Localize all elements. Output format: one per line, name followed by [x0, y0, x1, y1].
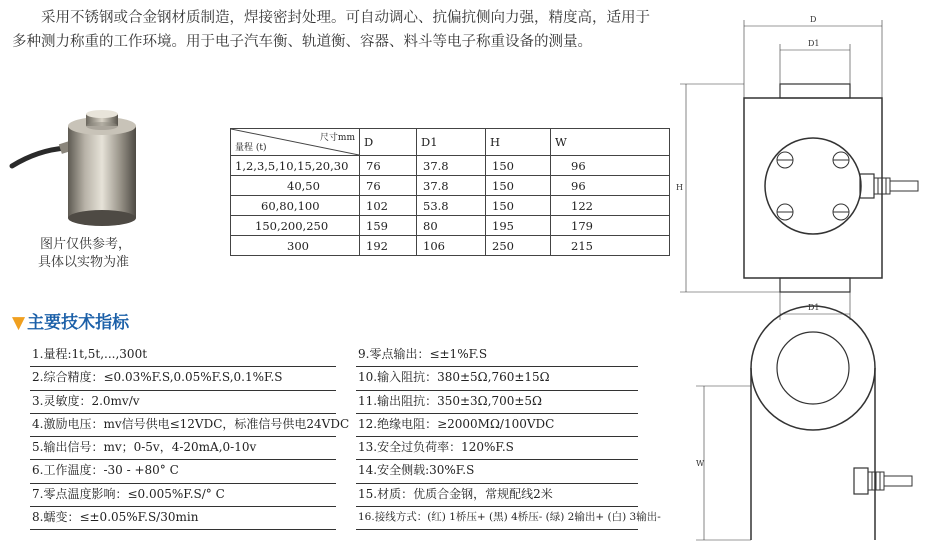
- cell-d1: 37.8: [417, 176, 486, 196]
- spec-item: 8.蠕变：≤±0.05%F.S/30min: [30, 507, 336, 530]
- col-header-h: H: [486, 129, 551, 156]
- cell-d1: 106: [417, 236, 486, 256]
- dim-label-d1-bottom: D1: [808, 303, 820, 312]
- header-diagonal-cell: [231, 129, 360, 156]
- cell-h: 195: [486, 216, 551, 236]
- spec-item: 2.综合精度：≤0.03%F.S,0.05%F.S,0.1%F.S: [30, 367, 336, 390]
- cell-w: 179: [551, 216, 670, 236]
- cell-capacity: 1,2,3,5,10,15,20,30: [231, 156, 360, 176]
- spec-item: 4.激励电压：mv信号供电≤12VDC，标准信号供电24VDC: [30, 414, 336, 437]
- cell-w: 122: [551, 196, 670, 216]
- cell-d1: 37.8: [417, 156, 486, 176]
- col-header-d1: D1: [417, 129, 486, 156]
- col-header-d: D: [360, 129, 417, 156]
- table-row: [231, 176, 670, 196]
- triangle-down-icon: ▼: [12, 313, 26, 333]
- spec-item: 5.输出信号：mv；0-5v，4-20mA,0-10v: [30, 437, 336, 460]
- dim-label-h: H: [676, 183, 683, 192]
- load-cell-drawing: [660, 0, 928, 548]
- cell-w: 96: [551, 176, 670, 196]
- col-header-w: W: [551, 129, 670, 156]
- specs-left-column: [30, 344, 350, 530]
- spec-item: 1.量程:1t,5t,...,300t: [30, 344, 336, 367]
- dim-label-d: D: [810, 15, 817, 24]
- cell-capacity: 40,50: [231, 176, 360, 196]
- specs-right-column: [356, 344, 661, 530]
- section-title-text: 主要技术指标: [27, 313, 130, 333]
- intro-paragraph: [12, 6, 662, 54]
- spec-item: 10.输入阻抗：380±5Ω,760±15Ω: [356, 367, 638, 390]
- range-dimension-table: [230, 128, 670, 256]
- cell-h: 150: [486, 156, 551, 176]
- spec-item: 15.材质：优质合金钢，常规配线2米: [356, 484, 638, 507]
- table-header-row: [231, 129, 670, 156]
- spec-item: 13.安全过负荷率：120%F.S: [356, 437, 638, 460]
- spec-item: 9.零点输出：≤±1%F.S: [356, 344, 638, 367]
- intro-text: 采用不锈钢或合金钢材质制造，焊接密封处理。可自动调心、抗偏抗侧向力强，精度高，适用于多种测力称重的工作环境。用于电子汽车衡、轨道衡、容器、料斗等电子称重设备的测量。: [12, 10, 650, 50]
- cell-d: 192: [360, 236, 417, 256]
- table-row: [231, 196, 670, 216]
- photo-caption: [40, 236, 131, 272]
- dim-label-d1-top: D1: [808, 39, 820, 48]
- dim-label-w: W: [696, 459, 705, 468]
- spec-item: 11.输出阻抗：350±3Ω,700±5Ω: [356, 391, 638, 414]
- cell-capacity: 150,200,250: [231, 216, 360, 236]
- cell-w: 215: [551, 236, 670, 256]
- table-row: [231, 156, 670, 176]
- cell-capacity: 300: [231, 236, 360, 256]
- spec-item: 12.绝缘电阻：≥2000MΩ/100VDC: [356, 414, 638, 437]
- table-row: [231, 216, 670, 236]
- cell-h: 150: [486, 196, 551, 216]
- cell-w: 96: [551, 156, 670, 176]
- cell-d: 76: [360, 156, 417, 176]
- caption-line-2: 具体以实物为准: [38, 255, 130, 270]
- spec-item: 7.零点温度影响：≤0.005%F.S/° C: [30, 484, 336, 507]
- header-size-label: 尺寸mm: [319, 133, 355, 143]
- load-cell-photo: [8, 108, 158, 238]
- cell-d1: 53.8: [417, 196, 486, 216]
- table-row: [231, 236, 670, 256]
- caption-line-1: 图片仅供参考，: [40, 237, 132, 252]
- header-capacity-label: 量程 (t): [235, 143, 267, 153]
- section-title: [12, 308, 129, 333]
- spec-item: 16.接线方式：(红) 1桥压+ (黑) 4桥压- (绿) 2输出+ (白) 3输出-: [356, 507, 638, 530]
- cell-d: 159: [360, 216, 417, 236]
- spec-item: 14.安全侧载:30%F.S: [356, 460, 638, 483]
- spec-item: 6.工作温度：-30 - +80° C: [30, 460, 336, 483]
- cell-h: 150: [486, 176, 551, 196]
- cell-d: 102: [360, 196, 417, 216]
- cell-d: 76: [360, 176, 417, 196]
- cell-h: 250: [486, 236, 551, 256]
- spec-item: 3.灵敏度：2.0mv/v: [30, 391, 336, 414]
- cell-capacity: 60,80,100: [231, 196, 360, 216]
- cell-d1: 80: [417, 216, 486, 236]
